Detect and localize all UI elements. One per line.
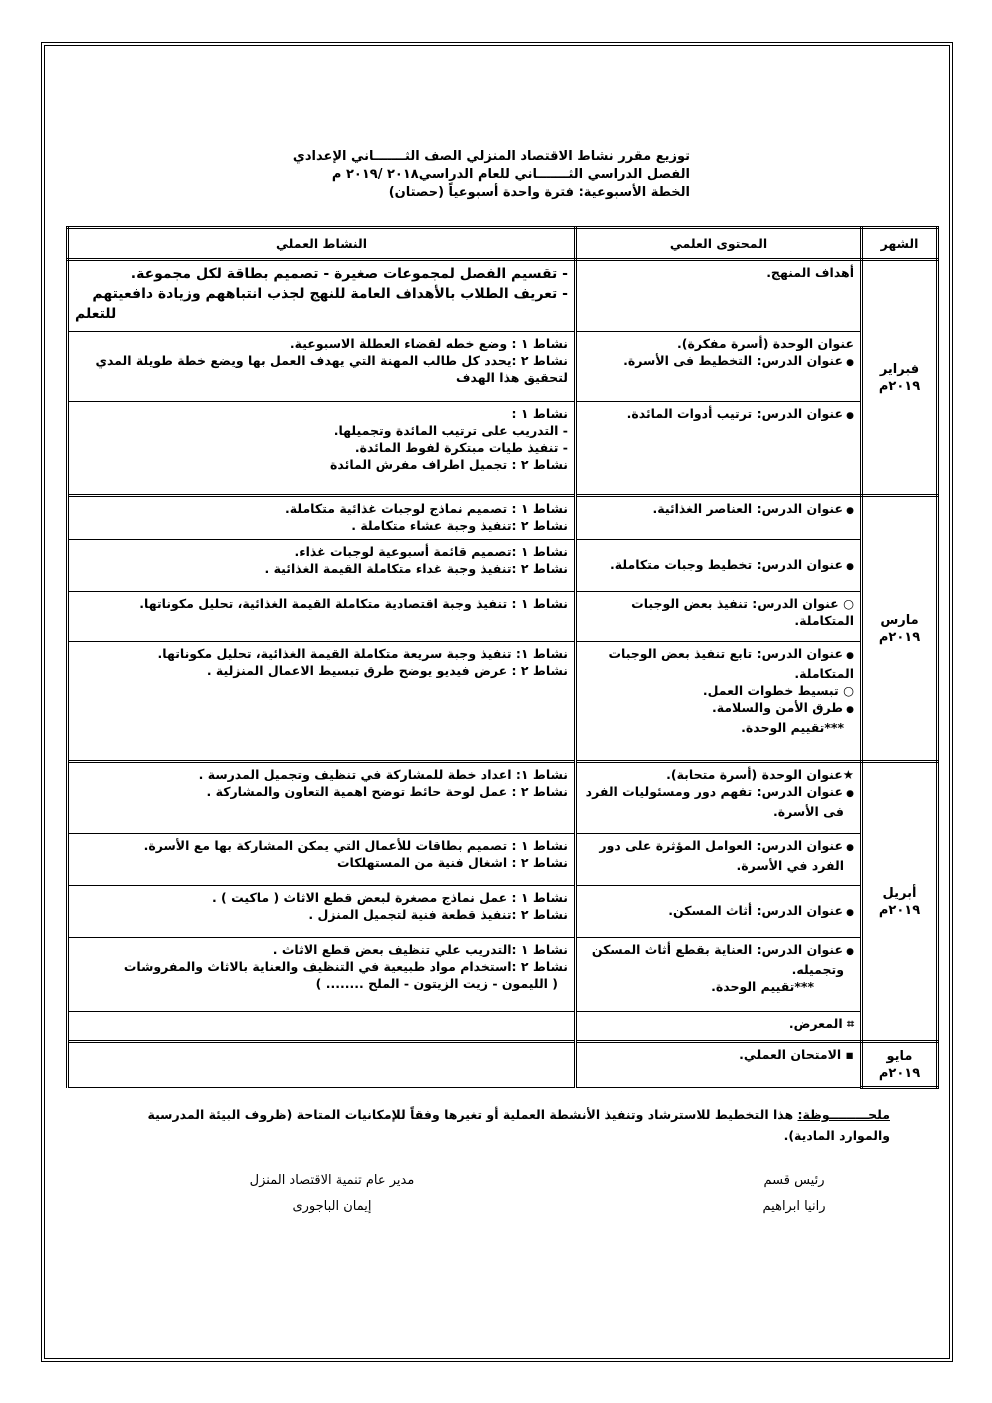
content-cell [576, 496, 862, 540]
activity-cell [68, 938, 576, 1012]
footnote [90, 1104, 890, 1146]
content-line: ● عنوان الدرس: التخطيط فى الأسرة. [583, 352, 854, 372]
content-cell [576, 762, 862, 834]
header-semester: الفصل الدراسي الثـــــــاني للعام الدراسي٢٠١٨ /٢٠١٩ م [331, 167, 690, 182]
content-line: وتجميله. [791, 962, 844, 977]
activity-cell [68, 260, 576, 332]
activity-cell [68, 592, 576, 642]
activity-line: نشاط ٢ :استخدام مواد طبيعية في التنظيف والعناية بالاثاث والمفروشات [123, 959, 568, 974]
month-cell-mar [862, 496, 938, 762]
content-cell [576, 642, 862, 762]
activity-line: نشاط ١ : عمل نماذج مصغرة لبعض قطع الاثاث ( ماكيت ) . [211, 890, 568, 905]
footnote-text-cont: والموارد المادية). [783, 1128, 890, 1143]
content-cell [576, 260, 862, 332]
signature-title: رئيس قسم [763, 1173, 825, 1188]
activity-line: نشاط ١ : تصميم نماذج لوجبات غذائية متكاملة. [285, 501, 568, 516]
content-line: ● طرق الأمن والسلامة. [583, 699, 854, 719]
table-row [68, 1042, 938, 1088]
activity-line: لتحقيق هذا الهدف [455, 370, 568, 385]
signature-name: إيمان الباجورى [292, 1199, 372, 1214]
activity-cell [68, 540, 576, 592]
activity-line: نشاط ١ :تصميم قائمة أسبوعية لوجبات غذاء. [294, 544, 568, 559]
content-line: المتكاملة. [794, 613, 854, 628]
content-line: المتكاملة. [794, 666, 854, 681]
table-row [68, 592, 938, 642]
activity-line: نشاط ١ : تنفيذ وجبة اقتصادية متكاملة القيمة الغذائية، تحليل مكوناتها. [139, 596, 568, 611]
signature-general-director [232, 1168, 432, 1220]
content-cell [576, 540, 862, 592]
month-name: فبراير [879, 361, 920, 377]
activity-line: - تقسيم الفصل لمجموعات صغيرة - تصميم بطاقة لكل مجموعة. [130, 266, 568, 282]
activity-line: نشاط ١: اعداد خطة للمشاركة في تنظيف وتجميل المدرسة . [198, 767, 568, 782]
month-year: ٢٠١٩م [878, 629, 921, 645]
activity-line: نشاط ٢ : اشغال فنية من المستهلكات [336, 855, 568, 870]
activity-line: نشاط ٢ :تنفيذ وجبة عشاء متكاملة . [351, 518, 568, 533]
activity-line: - تعريف الطلاب بالأهداف العامة للنهج لجذب انتباههم وزيادة دافعيتهم [92, 286, 568, 302]
activity-line: نشاط ١ :التدريب علي تنظيف بعض قطع الاثاث . [272, 942, 568, 957]
month-year: ٢٠١٩م [878, 378, 921, 394]
signature-title: مدير عام تنمية الاقتصاد المنزل [249, 1173, 415, 1188]
content-line: ***تقييم الوحدة. [711, 979, 814, 994]
content-cell [576, 938, 862, 1012]
content-cell [576, 834, 862, 886]
table-row [68, 938, 938, 1012]
activity-line: نشاط ١: تنفيذ وجبة سريعة متكاملة القيمة الغذائية، تحليل مكوناتها. [157, 646, 568, 661]
activity-cell [68, 886, 576, 938]
content-line: ▪ الامتحان العملي. [583, 1046, 854, 1063]
content-line: ***تقييم الوحدة. [741, 720, 844, 735]
content-line: ● عنوان الدرس: تفهم دور ومسئوليات الفرد [583, 783, 854, 803]
content-cell [576, 886, 862, 938]
footnote-label: ملحـــــــــوظة: [797, 1107, 890, 1122]
activity-line: نشاط ١ : تصميم بطاقات للأعمال التي يمكن المشاركة بها مع الأسرة. [143, 838, 568, 853]
activity-line: نشاط ١ : وضع خطه لقضاء العطلة الاسبوعية. [289, 336, 568, 351]
activity-line: - التدريب على ترتيب المائدة وتجميلها. [333, 423, 568, 438]
activity-cell [68, 1042, 576, 1088]
content-line: ● عنوان الدرس: تخطيط وجبات متكاملة. [583, 556, 854, 576]
activity-line: نشاط ١ : [511, 406, 568, 421]
activity-cell [68, 642, 576, 762]
footnote-text: هذا التخطيط للاسترشاد وتنفيذ الأنشطة العملية أو تغيرها وفقاً للإمكانيات المتاحة (ظروف البيئة المدرسية [147, 1107, 794, 1122]
activity-line: نشاط ٢ : عرض فيديو يوضح طرق تبسيط الاعمال المنزلية . [206, 663, 568, 678]
month-name: أبريل [882, 885, 917, 901]
table-row [68, 540, 938, 592]
activity-cell [68, 834, 576, 886]
content-line: ⌗ المعرض. [583, 1015, 854, 1032]
content-line: الفرد في الأسرة. [736, 858, 844, 873]
content-cell [576, 592, 862, 642]
activity-cell [68, 1012, 576, 1042]
activity-line: للتعلم [75, 306, 117, 322]
header-title: توزيع مقرر نشاط الاقتصاد المنزلي الصف الثـــــــاني الإعدادي [292, 149, 690, 164]
content-line: أهداف المنهج. [766, 265, 854, 280]
activity-line: ( الليمون - زيت الزيتون - الملح ........ ) [315, 976, 558, 991]
table-row [68, 496, 938, 540]
table-row [68, 1012, 938, 1042]
table-header-row [68, 228, 938, 260]
header-weekly-plan: الخطة الأسبوعية: فترة واحدة أسبوعياً (حصتان) [388, 185, 690, 200]
month-name: مارس [880, 612, 919, 628]
month-name: مايو [886, 1048, 913, 1064]
col-header-content: المحتوى العلمي [576, 228, 862, 260]
table-row [68, 332, 938, 402]
content-line: ● عنوان الدرس: العوامل المؤثرة على دور [583, 837, 854, 857]
content-cell [576, 332, 862, 402]
signature-department-head [724, 1168, 864, 1220]
content-line: ○ تبسيط خطوات العمل. [583, 682, 854, 699]
content-line: ● عنوان الدرس: ترتيب أدوات المائدة. [583, 405, 854, 425]
month-year: ٢٠١٩م [878, 902, 921, 918]
curriculum-table [66, 226, 939, 1089]
col-header-month: الشهر [862, 228, 938, 260]
table-row [68, 402, 938, 496]
content-cell [576, 1042, 862, 1088]
month-cell-may [862, 1042, 938, 1088]
content-line: فى الأسرة. [773, 804, 844, 819]
activity-cell [68, 332, 576, 402]
activity-line: نشاط ٢ : عمل لوحة حائط توضح اهمية التعاون والمشاركة . [206, 784, 568, 799]
activity-line: نشاط ٢ :يحدد كل طالب المهنة التي يهدف العمل بها ويضع خطة طويلة المدي [95, 353, 568, 368]
content-cell [576, 1012, 862, 1042]
table-row [68, 834, 938, 886]
content-line: ● عنوان الدرس: أثاث المسكن. [583, 902, 854, 922]
activity-cell [68, 496, 576, 540]
col-header-activity: النشاط العملي [68, 228, 576, 260]
content-line: ● عنوان الدرس: العناية بقطع أثاث المسكن [583, 941, 854, 961]
month-cell-feb [862, 260, 938, 496]
signature-name: رانيا ابراهيم [762, 1199, 826, 1214]
activity-line: نشاط ٢ :تنفيذ وجبة غداء متكاملة القيمة الغذائية . [264, 561, 568, 576]
content-line: ● عنوان الدرس: تابع تنفيذ بعض الوجبات [583, 645, 854, 665]
content-cell [576, 402, 862, 496]
content-line: عنوان الوحدة (أسرة مفكرة). [677, 336, 854, 351]
table-row [68, 642, 938, 762]
table-row [68, 886, 938, 938]
activity-line: نشاط ٢ :تنفيذ قطعة فنية لتجميل المنزل . [308, 907, 568, 922]
month-cell-apr [862, 762, 938, 1042]
activity-line: - تنفيذ طيات مبتكرة لفوط المائدة. [354, 440, 568, 455]
activity-line: نشاط ٢ : تجميل اطراف مفرش المائدة [330, 457, 568, 472]
table-row [68, 762, 938, 834]
content-line: ★ عنوان الوحدة (أسرة متحابة). [583, 766, 854, 783]
activity-cell [68, 762, 576, 834]
content-line: ○ عنوان الدرس: تنفيذ بعض الوجبات [583, 595, 854, 612]
activity-cell [68, 402, 576, 496]
document-header [80, 148, 690, 202]
month-year: ٢٠١٩م [878, 1065, 921, 1081]
content-line: ● عنوان الدرس: العناصر الغذائية. [583, 500, 854, 520]
table-row [68, 260, 938, 332]
